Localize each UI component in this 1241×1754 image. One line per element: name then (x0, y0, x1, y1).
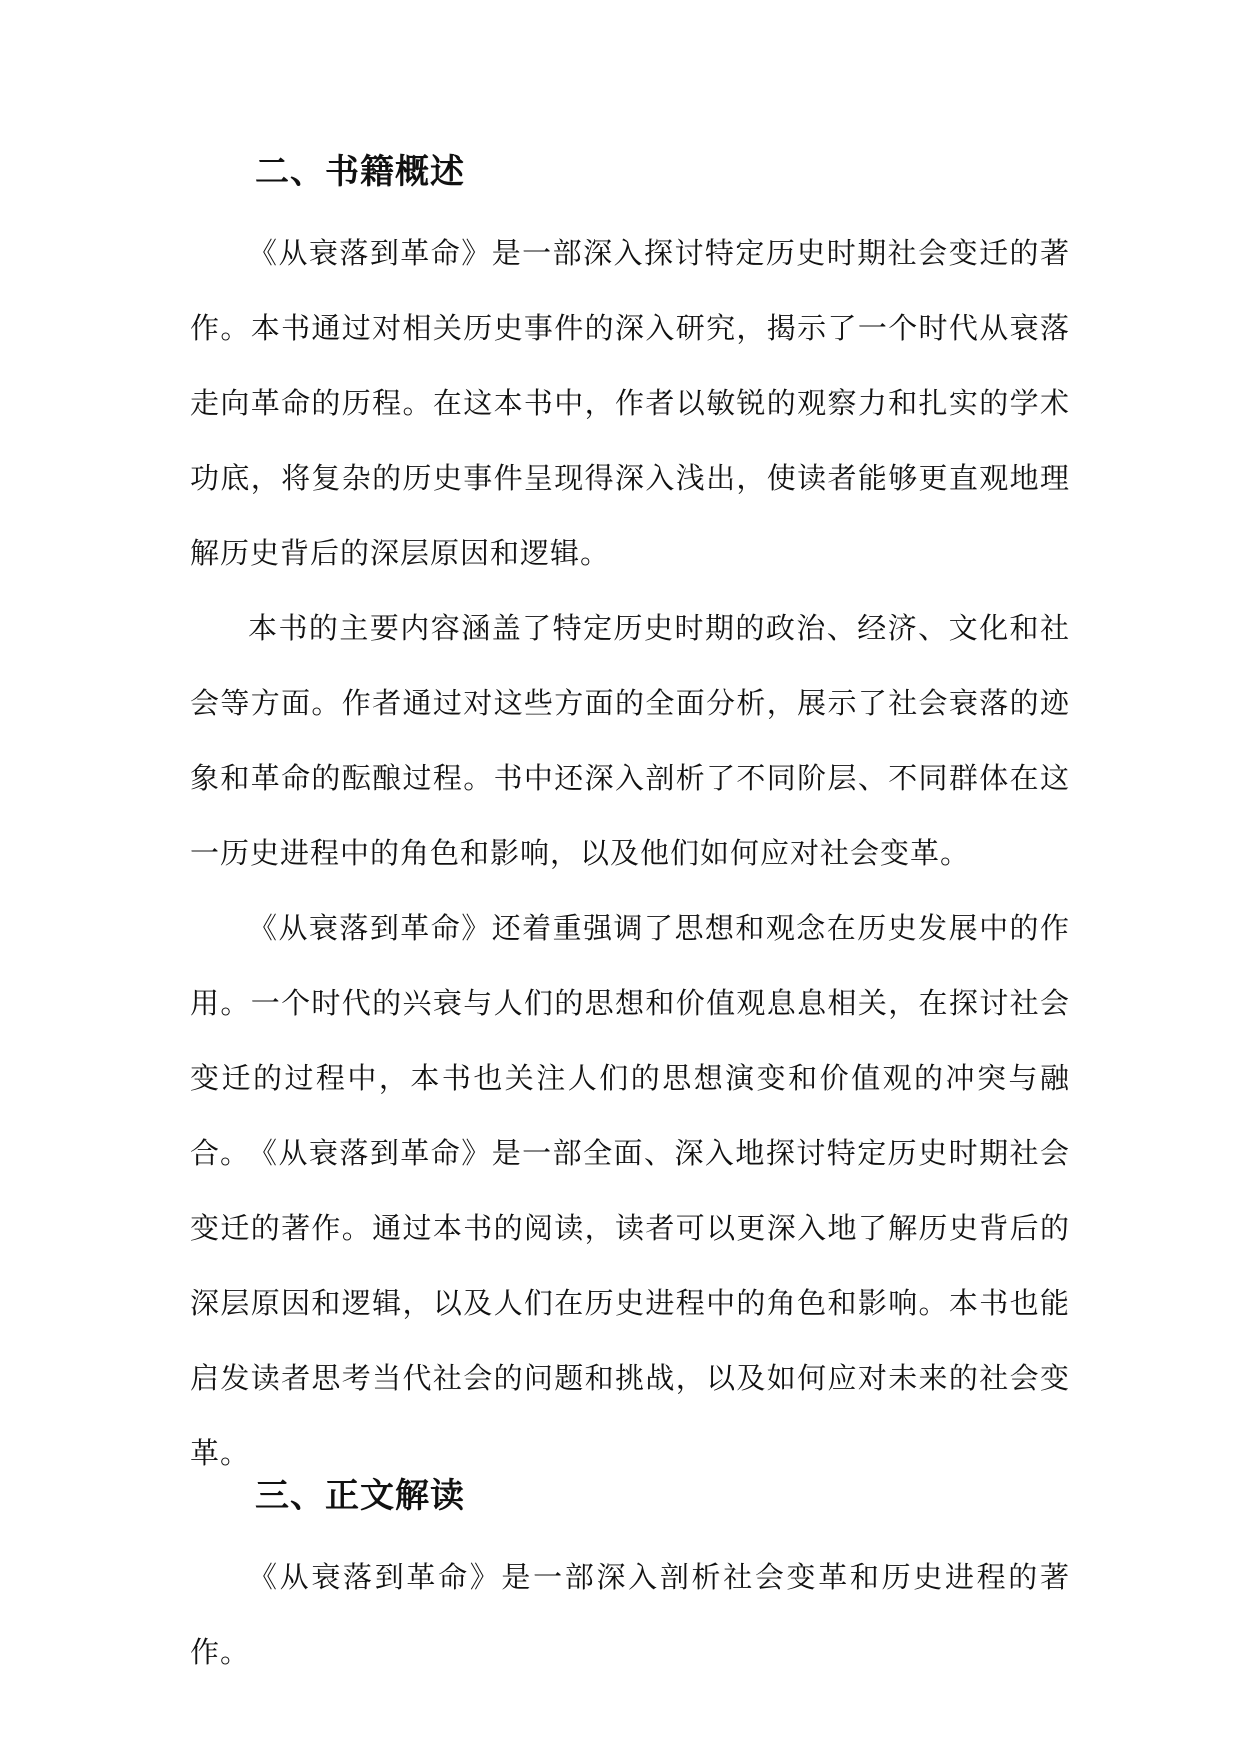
paragraph: 《从衰落到革命》还着重强调了思想和观念在历史发展中的作用。一个时代的兴衰与人们的思想和价值观息息相关，在探讨社会变迁的过程中，本书也关注人们的思想演变和价值观的冲突与融合。 (190, 911, 1070, 1170)
paragraph: 《从衰落到革命》是一部深入剖析社会变革和历史进程的著作。 (190, 1560, 1070, 1669)
section-heading: 二、书籍概述 (255, 152, 465, 192)
paragraph: 《从衰落到革命》是一部深入探讨特定历史时期社会变迁的著作。本书通过对相关历史事件的深入研究，揭示了一个时代从衰落走向革命的历程。在这本书中，作者以敏锐的观察力和扎实的学术功底，将复杂的历史事件呈现得深入浅出，使读者能够更直观地理解历史背后的深层原因和逻辑。 (190, 236, 1070, 570)
paragraph: 《从衰落到革命》是一部全面、深入地探讨特定历史时期社会变迁的著作。通过本书的阅读，读者可以更深入地了解历史背后的深层原因和逻辑，以及人们在历史进程中的角色和影响。本书也能启发读者思考当代社会的问题和挑战，以及如何应对未来的社会变革。 (190, 1136, 1070, 1470)
section-heading: 三、正文解读 (255, 1476, 465, 1516)
paragraph: 本书的主要内容涵盖了特定历史时期的政治、经济、文化和社会等方面。作者通过对这些方面的全面分析，展示了社会衰落的迹象和革命的酝酿过程。书中还深入剖析了不同阶层、不同群体在这一历史进程中的角色和影响，以及他们如何应对社会变革。 (190, 611, 1070, 870)
